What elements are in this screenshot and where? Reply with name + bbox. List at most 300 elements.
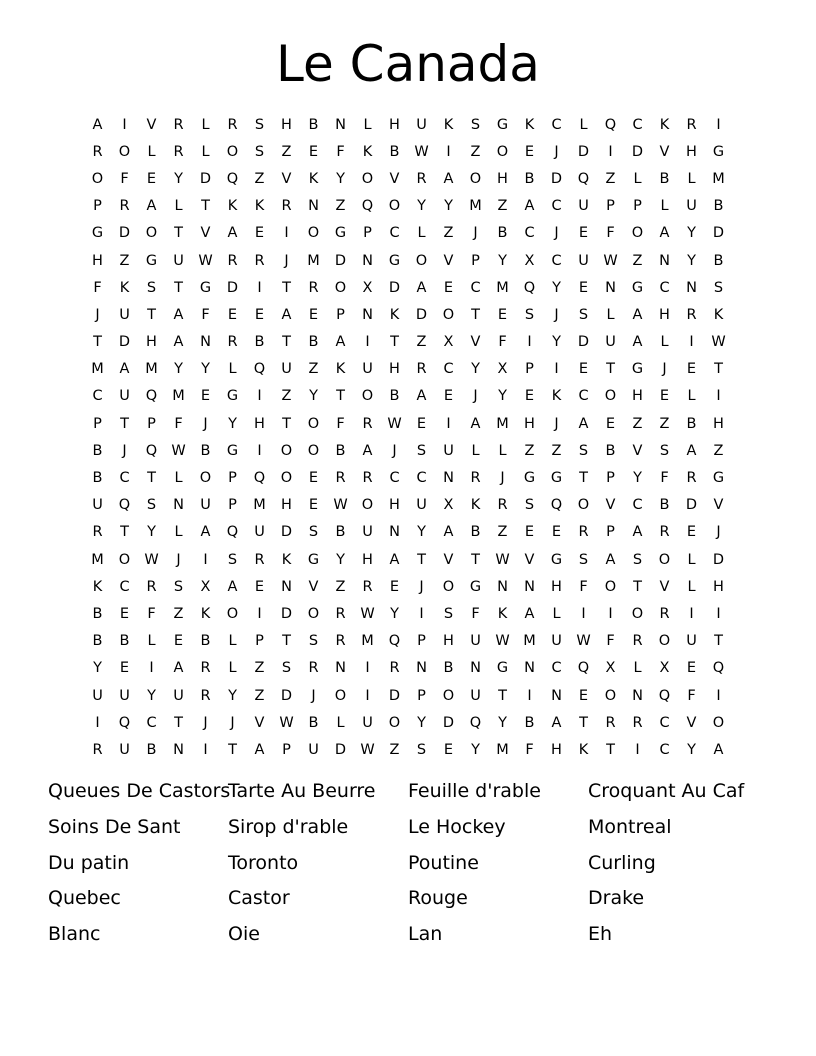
grid-letter: D [442, 714, 455, 731]
grid-letter: O [361, 497, 374, 514]
grid-letter: G [496, 660, 509, 677]
grid-letter: B [308, 714, 319, 731]
word-list-item: Drake [588, 887, 645, 910]
grid-letter: X [443, 334, 454, 351]
grid-letter: B [713, 252, 724, 269]
grid-letter: C [551, 116, 562, 133]
grid-letter: R [362, 415, 373, 432]
grid-letter: A [362, 442, 373, 459]
grid-letter: O [577, 497, 590, 514]
word-list-item: Croquant Au Caf [588, 780, 745, 802]
grid-letter: C [659, 741, 670, 758]
grid-letter: R [497, 497, 508, 514]
grid-letter: D [280, 687, 293, 704]
grid-letter: N [524, 578, 535, 595]
grid-letter: R [254, 252, 265, 269]
grid-letter: A [173, 660, 184, 677]
grid-letter: Z [497, 198, 508, 215]
grid-letter: P [336, 306, 345, 323]
grid-letter: L [687, 551, 696, 568]
grid-letter: N [335, 116, 346, 133]
grid-letter: O [712, 714, 725, 731]
word-list-item: Sirop d'rable [228, 815, 349, 838]
grid-letter: I [446, 415, 451, 432]
grid-letter: I [554, 361, 559, 378]
grid-letter: T [228, 741, 237, 758]
grid-letter: L [687, 578, 696, 595]
grid-letter: J [311, 687, 316, 704]
grid-letter: N [362, 252, 373, 269]
grid-letter: M [91, 361, 104, 378]
grid-letter: R [146, 578, 157, 595]
grid-letter: C [146, 714, 157, 731]
grid-letter: Q [361, 198, 374, 215]
grid-letter: P [633, 198, 642, 215]
grid-letter: G [199, 279, 212, 296]
grid-letter: R [281, 198, 292, 215]
grid-letter: S [227, 551, 238, 568]
grid-letter: D [415, 306, 428, 323]
grid-letter: O [334, 279, 347, 296]
grid-letter: A [92, 116, 103, 133]
grid-letter: G [226, 388, 239, 405]
grid-letter: A [416, 279, 427, 296]
grid-letter: R [200, 660, 211, 677]
grid-letter: Z [443, 225, 454, 242]
grid-letter: K [497, 605, 508, 622]
grid-letter: J [473, 388, 478, 405]
grid-letter: S [443, 605, 454, 622]
grid-letter: A [632, 334, 643, 351]
grid-letter: Q [658, 687, 671, 704]
grid-letter: J [500, 470, 505, 487]
grid-letter: U [578, 198, 589, 215]
grid-letter: I [716, 388, 721, 405]
grid-letter: Z [254, 660, 265, 677]
grid-letter: M [712, 170, 725, 187]
grid-letter: R [335, 633, 346, 650]
grid-letter: F [660, 470, 669, 487]
grid-letter: M [91, 551, 104, 568]
grid-letter: Z [308, 361, 319, 378]
grid-letter: K [92, 578, 103, 595]
grid-letter: B [524, 714, 535, 731]
grid-letter: E [173, 633, 184, 650]
grid-letter: O [91, 170, 104, 187]
grid-letter: T [282, 633, 291, 650]
grid-letter: R [173, 116, 184, 133]
grid-letter: S [308, 633, 319, 650]
grid-letter: K [200, 605, 211, 622]
grid-letter: T [120, 524, 129, 541]
grid-letter: I [716, 605, 721, 622]
grid-letter: B [443, 660, 454, 677]
grid-letter: O [199, 470, 212, 487]
grid-letter: F [471, 605, 480, 622]
grid-letter: K [551, 388, 562, 405]
grid-letter: U [416, 497, 427, 514]
grid-letter: O [226, 605, 239, 622]
grid-letter: D [280, 524, 293, 541]
grid-letter: L [633, 660, 642, 677]
grid-letter: H [362, 551, 373, 568]
grid-letter: C [92, 388, 103, 405]
grid-letter: N [605, 279, 616, 296]
grid-letter: Z [119, 252, 130, 269]
grid-letter: Q [253, 470, 266, 487]
grid-letter: Q [712, 660, 725, 677]
grid-letter: W [711, 334, 726, 351]
grid-letter: V [713, 497, 724, 514]
grid-letter: F [93, 279, 102, 296]
grid-letter: B [335, 442, 346, 459]
grid-letter: S [416, 442, 427, 459]
grid-letter: A [173, 334, 184, 351]
grid-letter: E [578, 361, 589, 378]
grid-letter: B [686, 415, 697, 432]
grid-letter: Z [524, 442, 535, 459]
grid-letter: D [577, 334, 590, 351]
grid-letter: L [687, 170, 696, 187]
grid-letter: C [389, 470, 400, 487]
grid-letter: A [389, 551, 400, 568]
grid-letter: W [171, 442, 186, 459]
grid-letter: N [335, 660, 346, 677]
grid-letter: A [524, 198, 535, 215]
grid-letter: L [201, 116, 210, 133]
grid-letter: F [525, 741, 534, 758]
grid-letter: O [388, 714, 401, 731]
grid-letter: U [470, 687, 481, 704]
grid-letter: O [361, 170, 374, 187]
grid-letter: G [523, 470, 536, 487]
grid-letter: F [606, 225, 615, 242]
grid-letter: Y [498, 252, 507, 269]
grid-letter: L [147, 633, 156, 650]
grid-letter: Y [147, 524, 156, 541]
grid-letter: U [416, 116, 427, 133]
grid-letter: S [254, 116, 265, 133]
grid-letter: N [200, 334, 211, 351]
grid-letter: K [281, 551, 292, 568]
grid-letter: E [578, 279, 589, 296]
grid-letter: S [578, 306, 589, 323]
grid-letter: E [254, 306, 265, 323]
grid-letter: Y [390, 605, 399, 622]
grid-letter: O [307, 442, 320, 459]
grid-letter: J [419, 578, 424, 595]
grid-letter: Y [228, 415, 237, 432]
grid-letter: G [712, 470, 725, 487]
grid-letter: O [118, 551, 131, 568]
grid-letter: F [606, 633, 615, 650]
grid-letter: P [255, 633, 264, 650]
grid-letter: U [92, 687, 103, 704]
grid-letter: W [414, 143, 429, 160]
grid-letter: I [446, 143, 451, 160]
grid-letter: B [200, 633, 211, 650]
grid-letter: W [603, 252, 618, 269]
grid-letter: M [307, 252, 320, 269]
grid-letter: F [336, 143, 345, 160]
grid-letter: Y [444, 198, 453, 215]
grid-letter: G [631, 279, 644, 296]
grid-letter: T [606, 741, 615, 758]
grid-letter: O [226, 143, 239, 160]
grid-letter: D [199, 170, 212, 187]
grid-letter: P [606, 198, 615, 215]
grid-letter: W [198, 252, 213, 269]
grid-letter: Z [497, 524, 508, 541]
grid-letter: E [686, 660, 697, 677]
grid-letter: G [712, 143, 725, 160]
grid-letter: O [388, 198, 401, 215]
grid-letter: O [442, 687, 455, 704]
grid-letter: L [336, 714, 345, 731]
grid-letter: R [389, 660, 400, 677]
grid-letter: Q [388, 633, 401, 650]
grid-letter: V [659, 578, 670, 595]
page-title: Le Canada [276, 35, 540, 93]
grid-letter: C [389, 225, 400, 242]
grid-letter: T [201, 198, 210, 215]
grid-letter: Y [552, 279, 561, 296]
grid-letter: K [227, 198, 238, 215]
grid-letter: W [576, 633, 591, 650]
grid-letter: H [281, 116, 292, 133]
grid-letter: W [387, 415, 402, 432]
grid-letter: Y [687, 252, 696, 269]
grid-letter: L [201, 143, 210, 160]
grid-letter: I [581, 605, 586, 622]
grid-letter: Z [470, 143, 481, 160]
grid-letter: X [497, 361, 508, 378]
grid-letter: S [281, 660, 292, 677]
word-list-item: Rouge [408, 887, 468, 910]
grid-letter: X [524, 252, 535, 269]
grid-letter: E [578, 687, 589, 704]
grid-letter: U [362, 714, 373, 731]
grid-letter: E [308, 306, 319, 323]
grid-letter: P [228, 470, 237, 487]
grid-letter: Q [523, 279, 536, 296]
grid-letter: I [716, 687, 721, 704]
grid-letter: O [145, 225, 158, 242]
grid-letter: B [92, 633, 103, 650]
grid-letter: Y [228, 687, 237, 704]
grid-letter: R [92, 524, 103, 541]
grid-letter: L [363, 116, 372, 133]
word-list-item: Du patin [48, 851, 130, 874]
grid-letter: A [470, 415, 481, 432]
grid-letter: I [257, 605, 262, 622]
grid-letter: N [389, 524, 400, 541]
grid-letter: N [173, 497, 184, 514]
grid-letter: V [686, 714, 697, 731]
grid-letter: X [200, 578, 211, 595]
grid-letter: H [92, 252, 103, 269]
grid-letter: M [496, 415, 509, 432]
grid-letter: P [606, 470, 615, 487]
grid-letter: G [334, 225, 347, 242]
grid-letter: I [365, 687, 370, 704]
grid-letter: Q [577, 170, 590, 187]
grid-letter: P [147, 415, 156, 432]
grid-letter: O [280, 470, 293, 487]
grid-letter: H [281, 497, 292, 514]
grid-letter: L [228, 361, 237, 378]
grid-letter: A [605, 551, 616, 568]
grid-letter: H [713, 578, 724, 595]
grid-letter: J [554, 415, 559, 432]
grid-letter: C [578, 388, 589, 405]
grid-letter: E [605, 415, 616, 432]
word-list-item: Montreal [588, 815, 672, 838]
grid-letter: L [579, 116, 588, 133]
grid-letter: K [470, 497, 481, 514]
grid-letter: G [388, 252, 401, 269]
grid-letter: T [498, 687, 507, 704]
grid-letter: R [632, 633, 643, 650]
grid-letter: R [227, 252, 238, 269]
grid-letter: M [145, 361, 158, 378]
grid-letter: A [713, 741, 724, 758]
grid-letter: B [254, 334, 265, 351]
grid-letter: B [200, 442, 211, 459]
word-list-item: Feuille d'rable [408, 780, 541, 802]
word-list-item: Blanc [48, 923, 101, 946]
grid-letter: Y [633, 470, 642, 487]
grid-letter: E [308, 470, 319, 487]
grid-letter: M [253, 497, 266, 514]
grid-letter: B [659, 497, 670, 514]
grid-letter: V [389, 170, 400, 187]
word-list-item: Eh [588, 923, 613, 946]
grid-letter: V [524, 551, 535, 568]
word-list-item: Castor [228, 887, 290, 910]
grid-letter: B [119, 633, 130, 650]
grid-letter: L [606, 306, 615, 323]
grid-letter: B [389, 388, 400, 405]
grid-letter: C [470, 279, 481, 296]
grid-letter: P [525, 361, 534, 378]
grid-letter: A [551, 714, 562, 731]
grid-letter: F [498, 334, 507, 351]
grid-letter: A [173, 306, 184, 323]
grid-letter: Y [498, 388, 507, 405]
grid-letter: D [631, 143, 644, 160]
grid-letter: R [659, 605, 670, 622]
grid-letter: K [308, 170, 319, 187]
grid-letter: Z [713, 442, 724, 459]
word-list-item: Tarte Au Beurre [228, 780, 376, 802]
grid-letter: I [608, 605, 613, 622]
grid-letter: D [280, 605, 293, 622]
grid-letter: E [416, 415, 427, 432]
grid-letter: I [149, 660, 154, 677]
grid-letter: N [686, 279, 697, 296]
grid-letter: P [228, 497, 237, 514]
grid-letter: K [443, 116, 454, 133]
grid-letter: Y [201, 361, 210, 378]
grid-letter: R [416, 361, 427, 378]
grid-letter: Y [471, 741, 480, 758]
grid-letter: E [659, 388, 670, 405]
grid-letter: K [254, 198, 265, 215]
grid-letter: Y [417, 714, 426, 731]
grid-letter: P [93, 198, 102, 215]
grid-letter: C [632, 116, 643, 133]
grid-letter: H [659, 306, 670, 323]
grid-letter: W [495, 551, 510, 568]
grid-letter: C [551, 252, 562, 269]
grid-letter: M [496, 279, 509, 296]
grid-letter: Q [118, 714, 131, 731]
grid-letter: I [635, 741, 640, 758]
grid-letter: S [470, 116, 481, 133]
word-list-item: Poutine [408, 851, 479, 874]
grid-letter: U [281, 361, 292, 378]
grid-letter: X [605, 660, 616, 677]
grid-letter: Y [471, 361, 480, 378]
grid-letter: C [119, 578, 130, 595]
grid-letter: U [119, 306, 130, 323]
grid-letter: R [92, 741, 103, 758]
grid-letter: E [146, 170, 157, 187]
word-list-item: Lan [408, 923, 443, 946]
grid-letter: H [686, 143, 697, 160]
grid-letter: Y [687, 225, 696, 242]
grid-letter: R [632, 714, 643, 731]
grid-letter: J [95, 306, 100, 323]
grid-letter: R [200, 687, 211, 704]
grid-letter: G [496, 116, 509, 133]
grid-letter: T [471, 306, 480, 323]
grid-letter: P [417, 687, 426, 704]
grid-letter: Q [577, 660, 590, 677]
grid-letter: R [659, 524, 670, 541]
grid-letter: R [605, 714, 616, 731]
grid-letter: F [120, 170, 129, 187]
grid-letter: R [254, 551, 265, 568]
grid-letter: C [416, 470, 427, 487]
grid-letter: I [257, 442, 262, 459]
grid-letter: J [473, 225, 478, 242]
grid-letter: T [282, 334, 291, 351]
grid-letter: L [660, 198, 669, 215]
grid-letter: P [282, 741, 291, 758]
grid-letter: U [119, 388, 130, 405]
grid-letter: E [524, 388, 535, 405]
grid-letter: E [308, 143, 319, 160]
grid-letter: E [524, 524, 535, 541]
grid-letter: W [495, 633, 510, 650]
grid-letter: K [524, 116, 535, 133]
grid-letter: C [119, 470, 130, 487]
grid-letter: U [578, 252, 589, 269]
grid-letter: N [443, 470, 454, 487]
grid-letter: V [254, 714, 265, 731]
grid-letter: S [713, 279, 724, 296]
grid-letter: S [578, 442, 589, 459]
grid-letter: N [524, 660, 535, 677]
grid-letter: E [200, 388, 211, 405]
grid-letter: T [471, 551, 480, 568]
grid-letter: T [714, 633, 723, 650]
grid-letter: M [469, 198, 482, 215]
grid-letter: Y [174, 361, 183, 378]
grid-letter: S [524, 497, 535, 514]
